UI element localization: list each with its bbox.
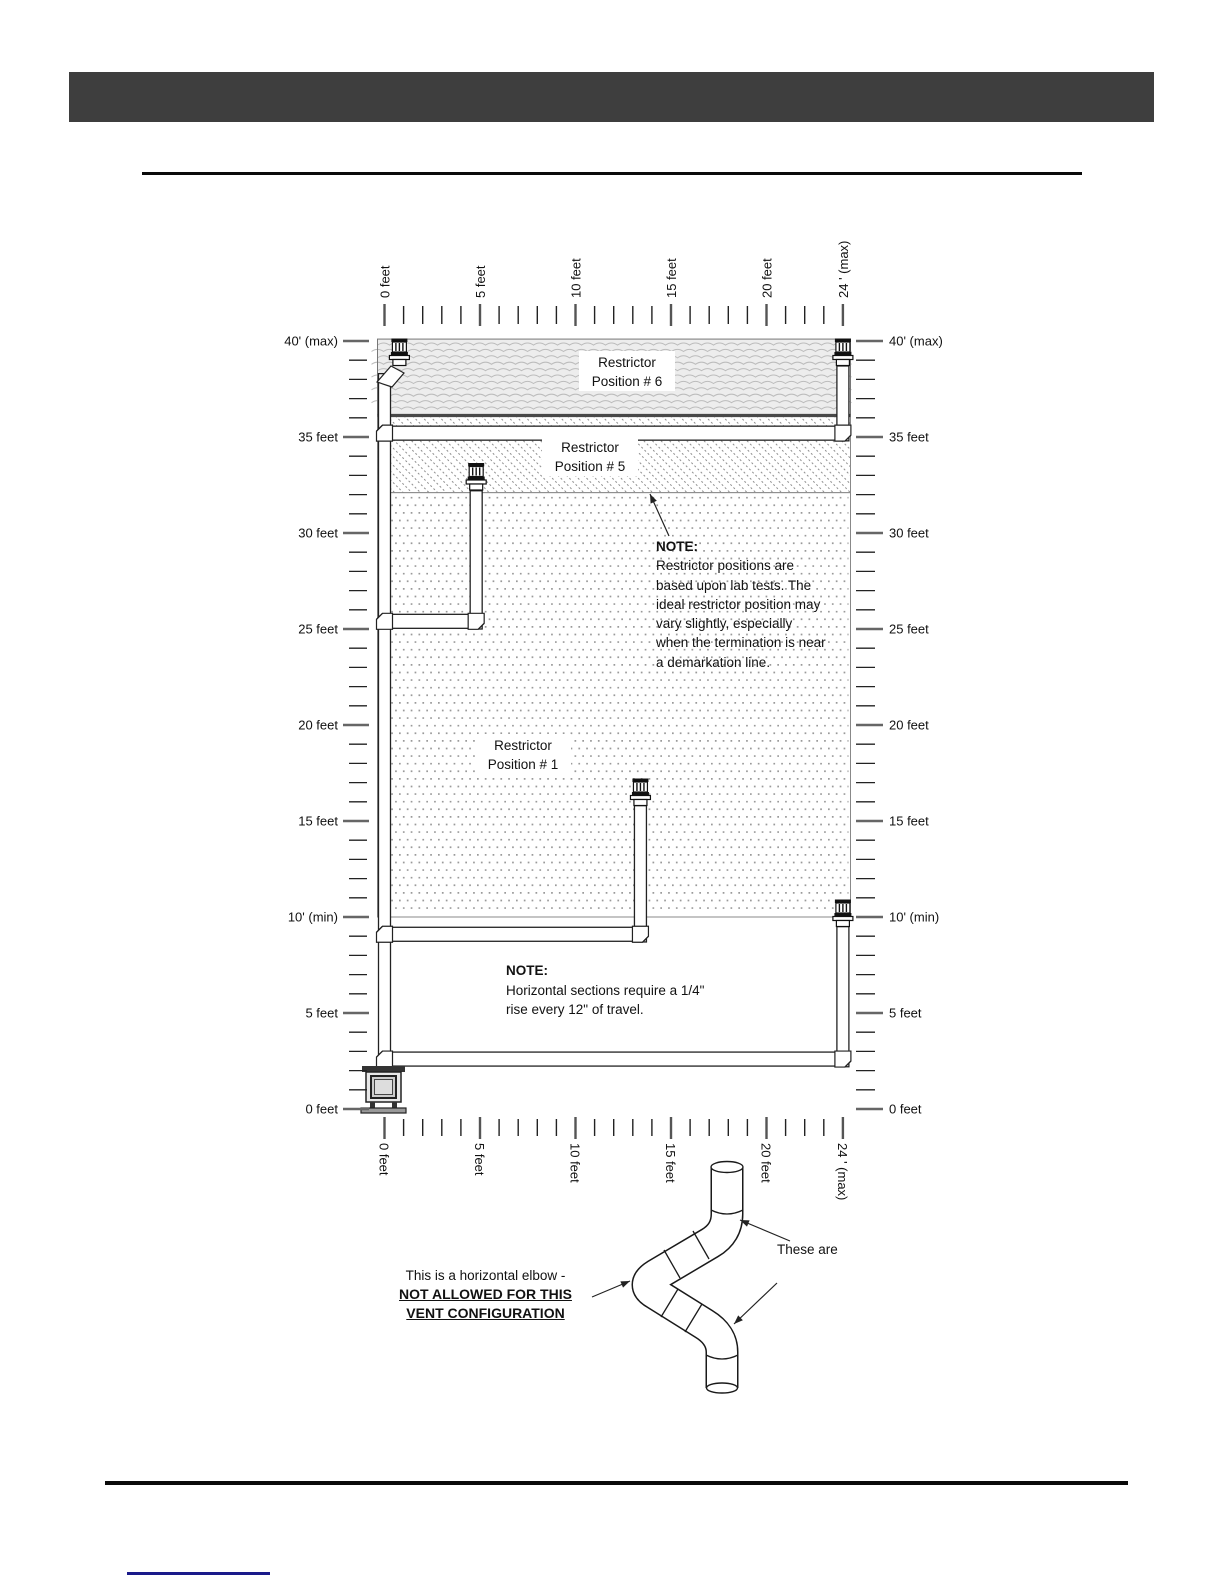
riser-position-1 bbox=[634, 806, 646, 942]
elbow-pipe-body bbox=[648, 1167, 727, 1388]
x-axis-label-bottom: 5 feet bbox=[472, 1143, 487, 1176]
zone-label-position-6 bbox=[579, 351, 675, 391]
zone-label-line: Position # 1 bbox=[487, 757, 559, 772]
horizontal-elbow-figure bbox=[648, 1162, 743, 1394]
note-line: Restrictor positions are bbox=[656, 558, 795, 574]
y-axis-label-left: 20 feet bbox=[298, 717, 338, 733]
cap-40-left bbox=[389, 339, 409, 366]
y-axis-label-right: 15 feet bbox=[889, 813, 929, 829]
note-line: Horizontal sections require a 1/4" bbox=[506, 982, 705, 998]
stove-appliance bbox=[361, 1066, 406, 1113]
y-axis-label-left: 5 feet bbox=[305, 1005, 338, 1021]
vertical-elbows-label: These are bbox=[777, 1242, 838, 1257]
footer-divider-line bbox=[105, 1481, 1128, 1485]
x-axis-label-bottom: 0 feet bbox=[376, 1143, 392, 1176]
x-axis-label-top: 24 ' (max) bbox=[835, 240, 851, 298]
cap-pos5 bbox=[466, 463, 486, 490]
y-axis-label-right: 35 feet bbox=[889, 429, 929, 445]
x-axis-label-bottom: 20 feet bbox=[758, 1143, 774, 1183]
cap-pos1 bbox=[630, 779, 650, 806]
y-axis-label-left: 15 feet bbox=[298, 813, 338, 829]
zone-label-position-5 bbox=[542, 436, 638, 476]
caption-line: NOT ALLOWED FOR THIS bbox=[399, 1286, 572, 1302]
horizontal-sections-note bbox=[506, 961, 756, 1020]
y-axis-label-right: 40' (max) bbox=[889, 333, 943, 349]
run-2ft bbox=[391, 1052, 835, 1066]
zone-label-line: Position # 5 bbox=[554, 459, 626, 474]
restrictor-positions-note bbox=[656, 537, 841, 672]
note-line: rise every 12" of travel. bbox=[506, 1002, 644, 1017]
caption-line: VENT CONFIGURATION bbox=[406, 1305, 565, 1321]
y-axis-label-left: 25 feet bbox=[298, 621, 338, 637]
arrow-head bbox=[620, 1281, 630, 1288]
x-axis-label-bottom: 10 feet bbox=[567, 1143, 583, 1183]
right-riser-bottom bbox=[837, 927, 849, 1067]
x-axis-label-bottom: 15 feet bbox=[663, 1143, 678, 1183]
note-title: NOTE: bbox=[656, 539, 698, 554]
y-axis-label-right: 20 feet bbox=[889, 717, 929, 733]
x-axis-label-top: 0 feet bbox=[377, 265, 393, 298]
run-25ft bbox=[391, 614, 468, 628]
x-axis-label-top: 5 feet bbox=[473, 265, 488, 298]
zone-label-position-1 bbox=[475, 734, 571, 774]
zone-label-line: Restrictor bbox=[561, 440, 619, 455]
y-axis-label-left: 35 feet bbox=[298, 429, 338, 445]
note-body bbox=[506, 981, 756, 1020]
y-axis-label-left: 40' (max) bbox=[284, 333, 338, 349]
note-line: when the termination is near bbox=[656, 635, 826, 651]
y-axis-label-right: 5 feet bbox=[889, 1005, 922, 1021]
y-axis-label-right: 0 feet bbox=[889, 1101, 922, 1117]
riser-position-5 bbox=[470, 491, 482, 629]
zone-label-line: Position # 6 bbox=[591, 374, 663, 389]
left-riser bbox=[379, 374, 391, 1067]
note-title: NOTE: bbox=[506, 963, 548, 978]
zone-label-line: Restrictor bbox=[598, 355, 656, 370]
note-body bbox=[656, 556, 841, 672]
note-line: based upon lab tests. The bbox=[656, 577, 812, 593]
cap-40-right bbox=[833, 339, 853, 366]
y-axis-label-right: 30 feet bbox=[889, 525, 929, 541]
y-axis-label-right: 25 feet bbox=[889, 621, 929, 637]
x-axis-label-top: 20 feet bbox=[759, 258, 775, 298]
note-line: ideal restrictor position may bbox=[656, 596, 821, 612]
cap-10-right bbox=[833, 900, 853, 927]
footer-link-underline[interactable] bbox=[127, 1572, 270, 1575]
pipe-opening-top bbox=[711, 1162, 743, 1173]
y-axis-label-right: 10' (min) bbox=[889, 909, 940, 925]
horizontal-elbow-caption bbox=[378, 1266, 593, 1323]
y-axis-label-left: 10' (min) bbox=[287, 909, 338, 925]
y-axis-label-left: 30 feet bbox=[298, 525, 338, 541]
x-axis-label-top: 15 feet bbox=[664, 258, 679, 298]
note-line: a demarkation line. bbox=[656, 654, 771, 670]
pipe-opening-bottom bbox=[707, 1383, 738, 1393]
zone-label-line: Restrictor bbox=[494, 738, 552, 753]
y-axis-label-left: 0 feet bbox=[305, 1101, 338, 1117]
x-axis-label-bottom: 24 ' (max) bbox=[834, 1143, 850, 1201]
caption-line: This is a horizontal elbow - bbox=[405, 1268, 566, 1283]
x-axis-label-top: 10 feet bbox=[568, 258, 584, 298]
run-9ft bbox=[391, 927, 633, 941]
note-line: vary slightly, especially bbox=[656, 616, 793, 632]
